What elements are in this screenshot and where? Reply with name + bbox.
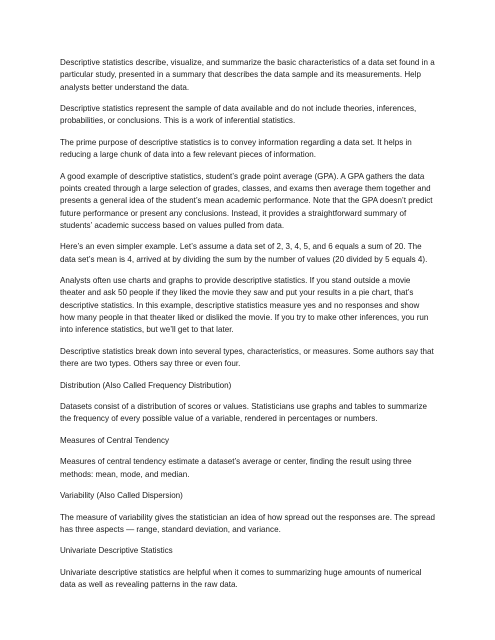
- section-body-univariate: Univariate descriptive statistics are helpful when it comes to summarizing huge amounts of numerical data as well as revealing patterns in the raw data.: [60, 567, 422, 590]
- section-heading-distribution: Distribution (Also Called Frequency Distribution): [60, 380, 232, 390]
- purpose-paragraph: The prime purpose of descriptive statistics is to convey information regarding a data set. It helps in reducing a large chunk of data into a few relevant pieces of information.: [60, 137, 412, 160]
- section-body-distribution: Datasets consist of a distribution of scores or values. Statisticians use graphs and tables to summarize the frequency of every possible value of a variable, rendered in percentages or numbers.: [60, 402, 428, 424]
- types-paragraph: Descriptive statistics break down into several types, characteristics, or measures. Some authors say that there are two types. Others say three or even four.: [60, 346, 434, 369]
- gpa-example-paragraph: A good example of descriptive statistics, student’s grade point average (GPA). A GPA gathers the data points created through a large selection of grades, classes, and exams then average them together and presents a general idea of the student’s mean academic performance. Note that the GPA doesn’t predict future performance or present any conclusions. Instead, it provides a straightforward summary of students’ academic success based on values pulled from data.: [60, 171, 433, 230]
- simple-example-paragraph: Here’s an even simpler example. Let’s assume a data set of 2, 3, 4, 5, and 6 equals a sum of 20. The data set’s mean is 4, arrived at by dividing the sum by the number of values (20 divided by 5 equals 4).: [60, 242, 428, 264]
- charts-paragraph: Analysts often use charts and graphs to provide descriptive statistics. If you stand outside a movie theater and ask 50 people if they liked the movie they saw and put your results in a pie chart, that’s descriptive statistics. In this example, descriptive statistics measure yes and no responses and show how many people in that theater liked or disliked the movie. If you try to make other inferences, you run into inference statistics, but we’ll get to that later.: [60, 276, 429, 335]
- section-body-variability: The measure of variability gives the statistician an idea of how spread out the responses are. The spread has three aspects — range, standard deviation, and variance.: [60, 512, 435, 534]
- intro-paragraph: Descriptive statistics describe, visualize, and summarize the basic characteristics of a data set found in a particular study, presented in a summary that describes the data sample and its measurements. Help analysts better understand the data.: [60, 58, 435, 92]
- sample-paragraph: Descriptive statistics represent the sample of data available and do not include theories, inferences, probabilities, or conclusions. This is a work of inferential statistics.: [60, 104, 417, 126]
- section-heading-univariate: Univariate Descriptive Statistics: [60, 546, 173, 556]
- section-heading-central-tendency: Measures of Central Tendency: [60, 435, 169, 445]
- section-body-central-tendency: Measures of central tendency estimate a dataset’s average or center, finding the result using three methods: mean, mode, and median.: [60, 457, 412, 479]
- section-heading-variability: Variability (Also Called Dispersion): [60, 491, 183, 501]
